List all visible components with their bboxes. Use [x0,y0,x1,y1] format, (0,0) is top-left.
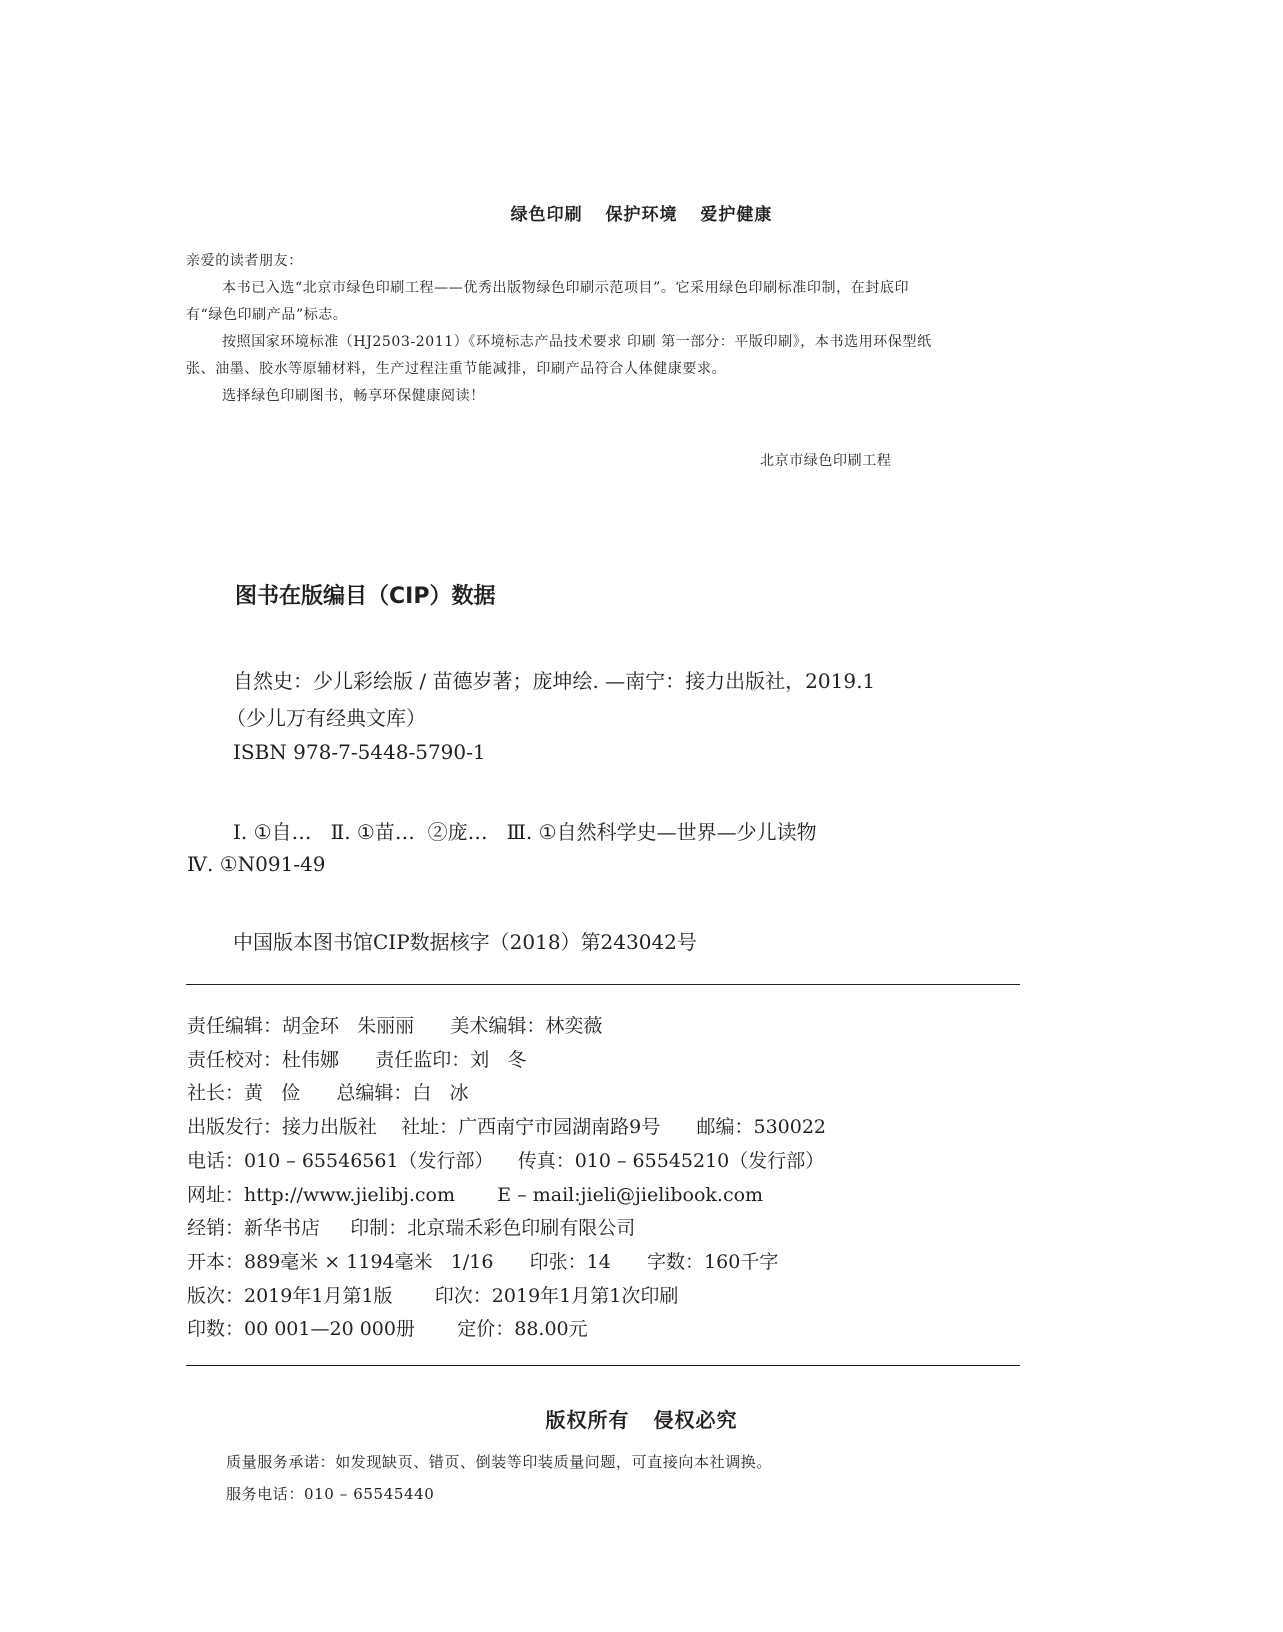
publishing-credits [187,1010,826,1347]
credit-website: 网址：http://www.jielibj.com E – mail:jieli@jielibook.com [187,1183,764,1206]
notice-paragraph-1: 本书已入选“北京市绿色印刷工程——优秀出版物绿色印刷示范项目”。它采用绿色印刷标准印制，在封底印有“绿色印刷产品”标志。 [186,280,910,323]
divider-bottom [186,1365,1020,1366]
green-print-title-2: 保护环境 [605,205,678,225]
green-print-title-3: 爱护健康 [700,205,773,225]
rights-1: 版权所有 [545,1408,630,1432]
cip-classification-2: Ⅳ. ①N091-49 [187,852,326,876]
cip-classification-1: Ⅰ. ①自… Ⅱ. ①苗… ②庞… Ⅲ. ①自然科学史—世界—少儿读物 [233,820,817,844]
notice-signature: 北京市绿色印刷工程 [760,453,892,469]
credit-proofread: 责任校对：杜伟娜 责任监印：刘 冬 [187,1048,527,1071]
credit-president: 社长：黄 俭 总编辑：白 冰 [187,1082,469,1105]
credit-publisher: 出版发行：接力出版社 社址：广西南宁市园湖南路9号 邮编：530022 [187,1116,827,1139]
green-print-title [0,200,1283,225]
divider-top [186,984,1020,985]
credit-edition: 版次：2019年1月第1版 印次：2019年1月第1次印刷 [187,1284,679,1307]
notice-paragraph-2: 按照国家环境标准（HJ2503-2011）《环境标志产品技术要求 印刷 第一部分：平版印刷》，本书选用环保型纸张、油墨、胶水等原辅材料，生产过程注重节能减排，印刷产品符合人体健康要求。 [186,334,932,377]
service-phone: 服务电话：010 – 65545440 [226,1485,435,1503]
rights-reserved [0,1404,1283,1433]
credit-print-run: 印数：00 001—20 000册 定价：88.00元 [187,1318,588,1341]
rights-2: 侵权必究 [653,1408,738,1432]
cip-line-1: 自然史：少儿彩绘版 / 苗德岁著；庞坤绘. —南宁：接力出版社，2019.1 [233,669,876,693]
cip-verification: 中国版本图书馆CIP数据核字（2018）第243042号 [233,930,697,954]
green-print-notice [186,248,946,410]
cip-series: （少儿万有经典文库） [226,706,426,730]
cip-title: 图书在版编目（CIP）数据 [235,584,496,609]
cip-isbn: ISBN 978-7-5448-5790-1 [233,740,486,764]
credit-format: 开本：889毫米 × 1194毫米 1/16 印张：14 字数：160千字 [187,1250,779,1273]
green-print-title-1: 绿色印刷 [510,205,583,225]
notice-greeting: 亲爱的读者朋友： [186,253,303,269]
notice-paragraph-3: 选择绿色印刷图书，畅享环保健康阅读！ [222,388,485,404]
credit-distribution: 经销：新华书店 印制：北京瑞禾彩色印刷有限公司 [187,1217,636,1240]
credit-phone: 电话：010 – 65546561（发行部） 传真：010 – 65545210（发行部） [187,1149,825,1172]
quality-promise: 质量服务承诺：如发现缺页、错页、倒装等印装质量问题，可直接向本社调换。 [226,1453,773,1471]
credit-editors: 责任编辑：胡金环 朱丽丽 美术编辑：林奕薇 [187,1015,603,1037]
